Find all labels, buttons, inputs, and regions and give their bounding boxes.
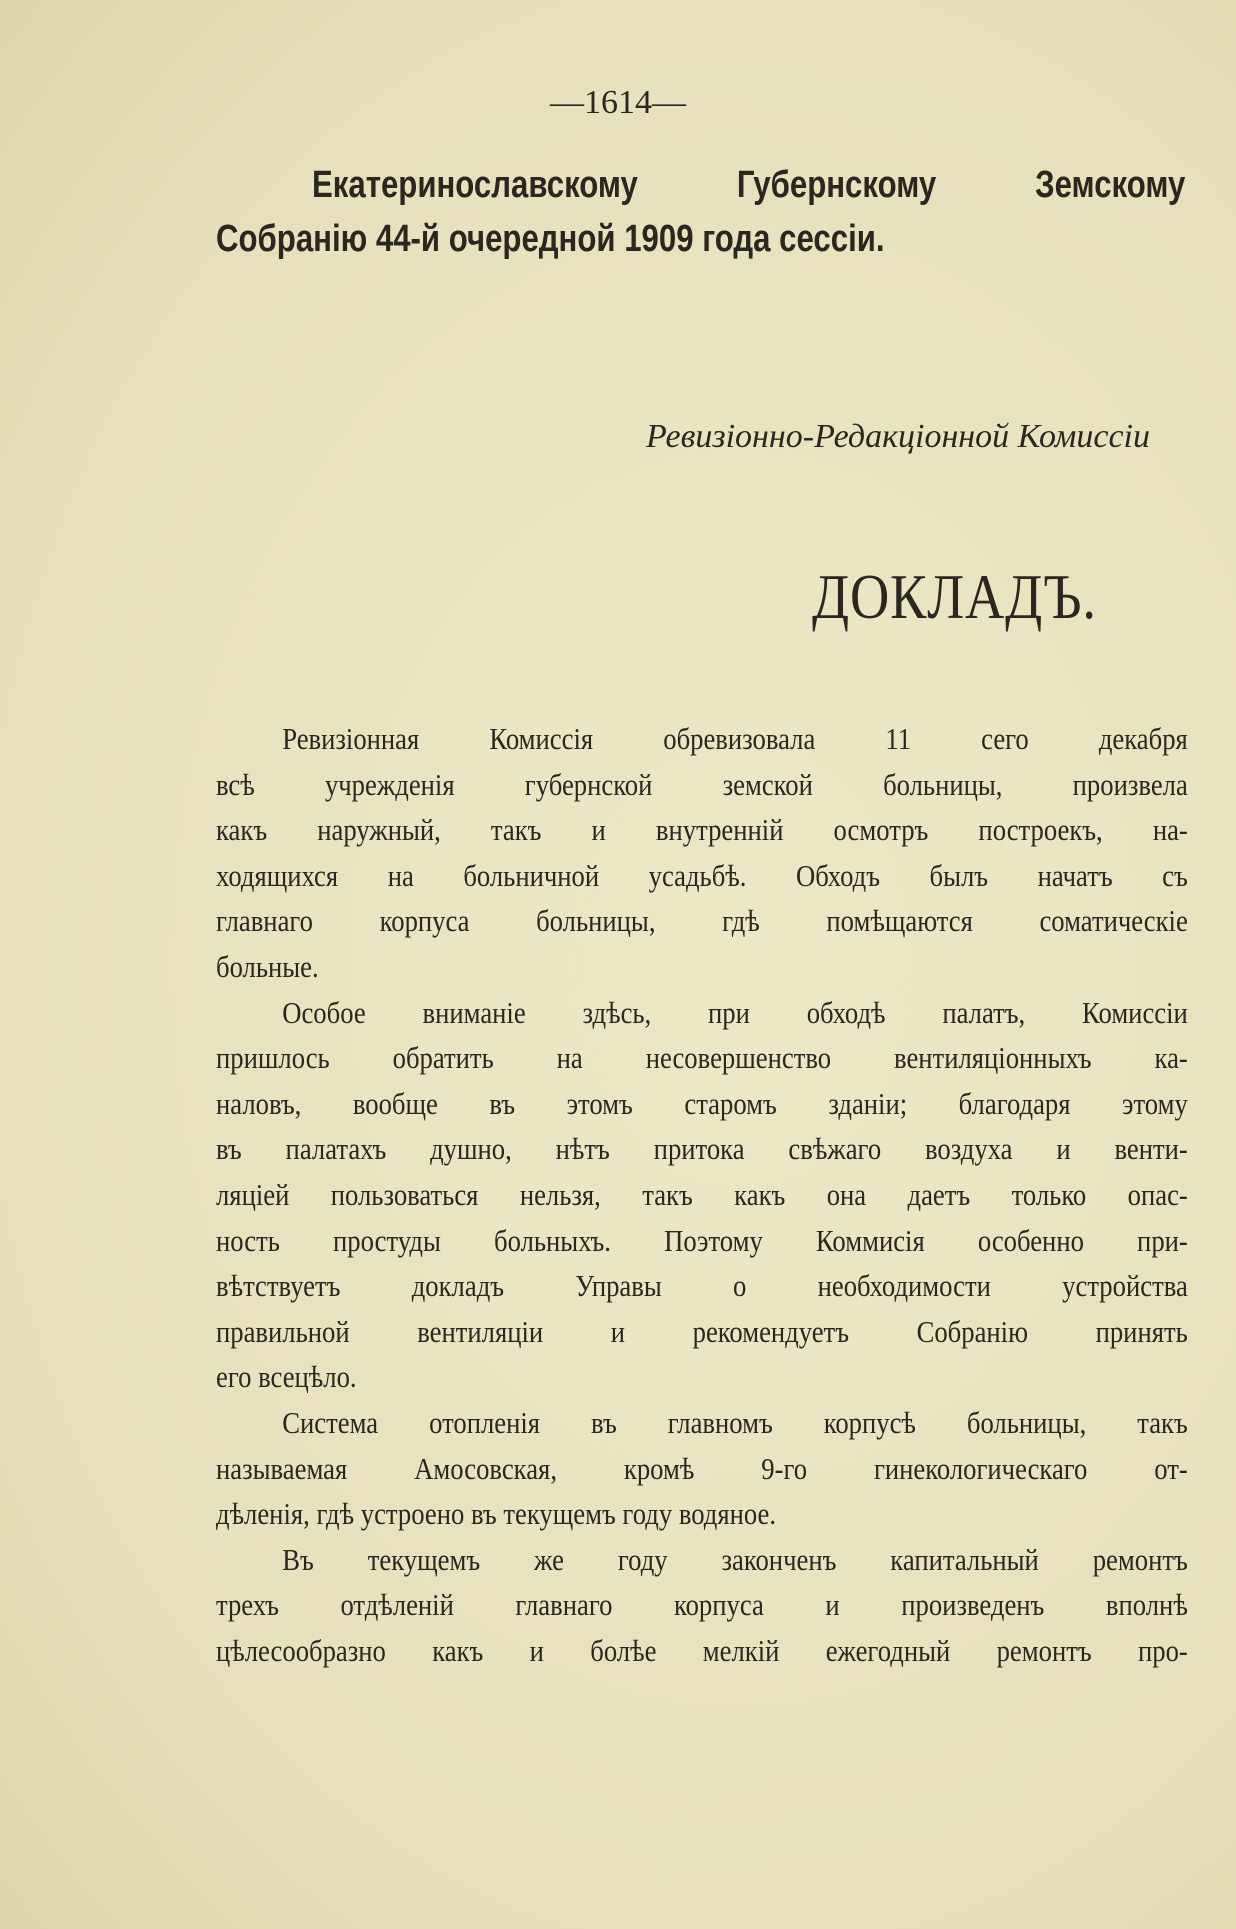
page-number: —1614— — [550, 84, 686, 121]
text-line: всѣ учрежденія губернской земской больницы, произвела — [216, 766, 1188, 802]
text-line: его всецѣло. — [216, 1359, 357, 1395]
text-line: ляціей пользоваться нельзя, такъ какъ она даетъ только опас- — [216, 1176, 1188, 1212]
text-line: трехъ отдѣленій главнаго корпуса и произведенъ вполнѣ — [216, 1587, 1188, 1623]
text-line: наловъ, вообще въ этомъ старомъ зданіи; благодаря этому — [216, 1085, 1188, 1121]
title-line-2: Собранію 44-й очередной 1909 года сессіи. — [216, 218, 885, 260]
document-heading: ДОКЛАДЪ. — [812, 561, 1097, 632]
text-line: дѣленія, гдѣ устроено въ текущемъ году водяное. — [216, 1496, 777, 1532]
body-text — [216, 716, 1188, 1673]
text-line: Система отопленія въ главномъ корпусѣ больницы, такъ — [282, 1404, 1188, 1440]
text-line: вѣтствуетъ докладъ Управы о необходимости устройства — [216, 1268, 1188, 1304]
text-line: цѣлесообразно какъ и болѣе мелкій ежегодный ремонтъ про- — [216, 1632, 1188, 1668]
text-line: ходящихся на больничной усадьбѣ. Обходъ былъ начатъ съ — [216, 857, 1188, 893]
text-line: ность простуды больныхъ. Поэтому Коммисія особенно при- — [216, 1222, 1188, 1258]
text-line: Въ текущемъ же году законченъ капитальный ремонтъ — [282, 1541, 1188, 1577]
text-line: больные. — [216, 948, 319, 984]
text-line: главнаго корпуса больницы, гдѣ помѣщаются соматическіе — [216, 903, 1188, 939]
text-line: называемая Амосовская, кромѣ 9-го гинекологическаго от- — [216, 1450, 1188, 1486]
addressee: Ревизіонно-Редакціонной Комиссіи — [645, 418, 1150, 455]
text-line: Ревизіонная Комиссія обревизовала 11 сего декабря — [282, 721, 1188, 756]
text-line: въ палатахъ душно, нѣтъ притока свѣжаго воздуха и венти- — [216, 1131, 1188, 1167]
title-line-1: Екатеринославскому Губернскому Земскому — [312, 164, 1186, 206]
text-line: какъ наружный, такъ и внутренній осмотръ построекъ, на- — [216, 812, 1188, 848]
text-line: пришлось обратить на несовершенство вентиляціонныхъ ка- — [216, 1040, 1188, 1076]
text-line: правильной вентиляціи и рекомендуетъ Собранію принять — [216, 1313, 1188, 1349]
text-line: Особое вниманіе здѣсь, при обходѣ палатъ, Комиссіи — [282, 994, 1188, 1030]
